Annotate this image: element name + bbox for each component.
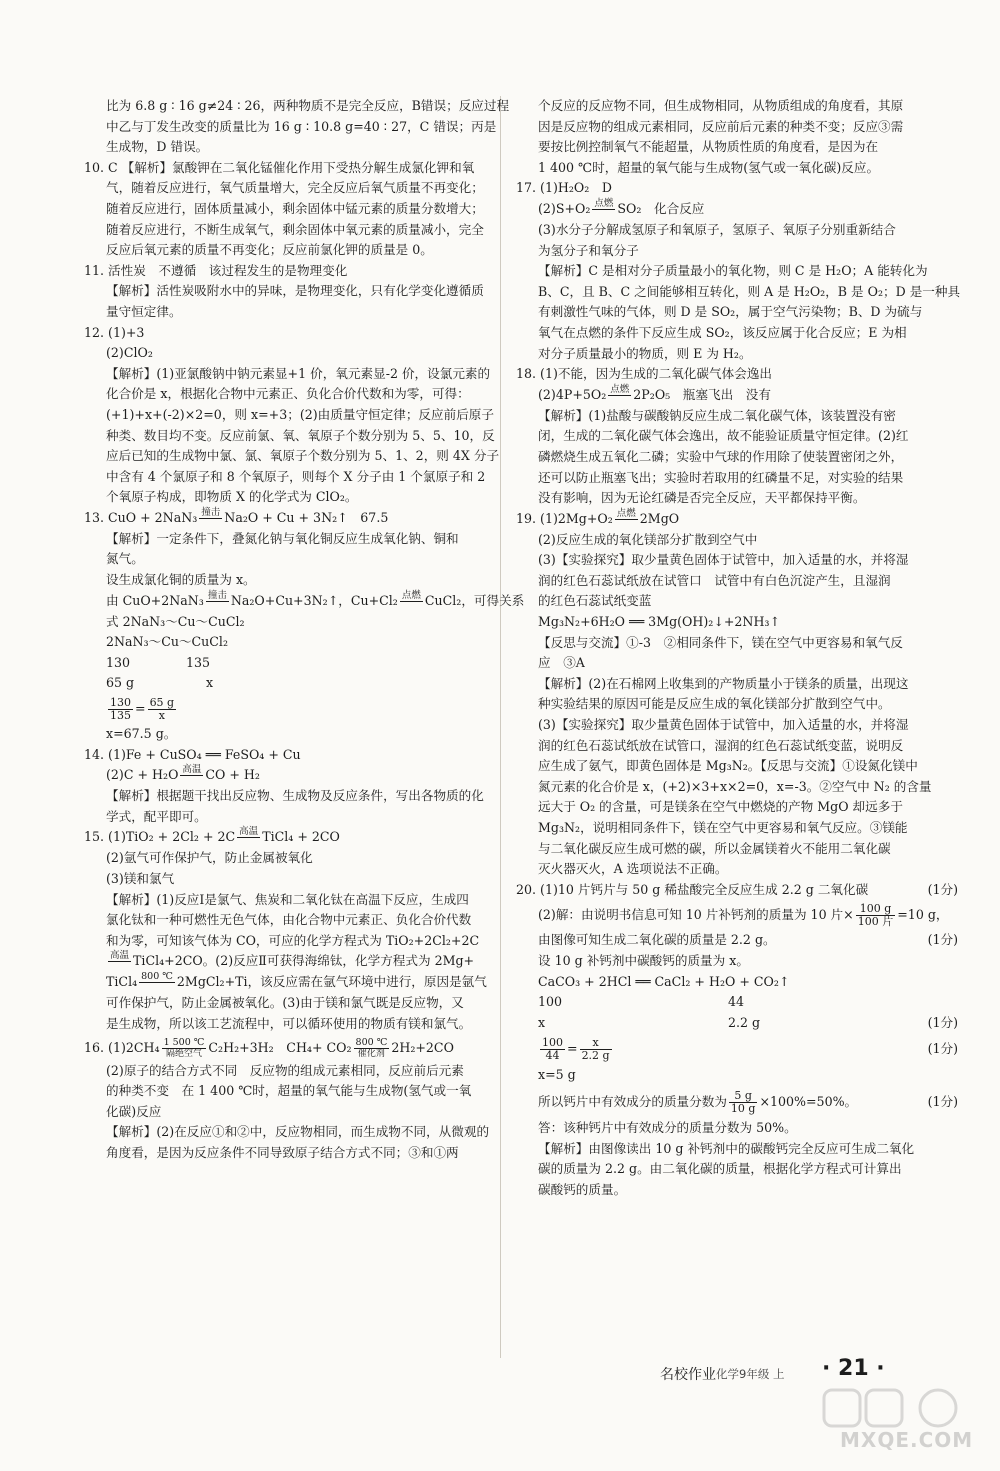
- q19-line-6: 【反思与交流】①-3 ②相同条件下，镁在空气中更容易和氧气反: [538, 634, 903, 650]
- q17-line-3: 【解析】C 是相对分子质量最小的氧化物，则 C 是 H₂O；A 能转化为: [538, 263, 928, 279]
- q16-cont-3: 要按比例控制氧气不能超量，从物质性质的角度看，是因为在: [538, 139, 879, 155]
- left-line-2: 中乙与丁发生改变的质量比为 16 g ∶ 10.8 g=40 ∶ 27，C 错误；丙是: [106, 118, 497, 134]
- left-line-18: 应后已知的生成物中氯、氯、氧原子个数分别为 5、1、2，则 4X 分子: [106, 448, 500, 464]
- left-text-block: [84, 96, 510, 508]
- q19-line-10: (3)【实验探究】取少量黄色固体于试管中，加入适量的水，并将湿: [538, 717, 909, 733]
- q15-line-1: (2)氩气可作保护气，防止金属被氧化: [106, 850, 313, 866]
- q13-analysis-2: 氮气。: [106, 551, 144, 567]
- q18-line-1: 【解析】(1)盐酸与碳酸钠反应生成二氧化碳气体，该装置没有密: [538, 407, 896, 423]
- q13-result: x=67.5 g。: [106, 726, 177, 742]
- q20-answer-1: 20. (1)10 片钙片与 50 g 稀盐酸完全反应生成 2.2 g 二氧化碳 (1分): [516, 881, 958, 897]
- q15-line-6: 高温 TiCl₄+2CO。(2)反应Ⅱ可获得海绵钛，化学方程式为 2Mg+: [110, 950, 475, 969]
- q17-line-4: B、C，且 B、C 之间能够相互转化，则 A 是 H₂O₂，B 是 O₂；D 是一种具: [538, 283, 961, 299]
- q18-line-4: 还可以防止瓶塞飞出；实验时若取用的红磷量不足，对实验的结果: [538, 469, 904, 485]
- left-line-16: (+1)+x+(-2)×2=0，则 x=+3；(2)由质量守恒定律；反应前后原子: [106, 406, 494, 422]
- q13-analysis-3: 设生成氯化铜的质量为 x。: [106, 572, 256, 588]
- q13-analysis-1: 【解析】一定条件下，叠氮化钠与氧化铜反应生成氧化钠、铜和: [106, 530, 459, 546]
- q19-line-8: 【解析】(2)在石棉网上收集到的产物质量小于镁条的质量，出现这: [538, 675, 909, 691]
- left-line-9: 11. 活性炭 不遵循 该过程发生的是物理变化: [84, 262, 348, 278]
- q19-line-11: 润的红色石蕊试纸放在试管口，湿润的红色石蕊试纸变蓝，说明反: [538, 737, 904, 753]
- q20-mass-row-2: x 2.2 g (1分): [538, 1014, 958, 1030]
- q20-mass-row-1: 100 44: [538, 994, 745, 1010]
- q19-answer-1: 19. (1)2Mg+O₂ 点燃 2MgO: [516, 507, 680, 526]
- watermark-icon: [820, 1384, 980, 1434]
- q13-answer: 13. CuO + 2NaN₃ 撞击 Na₂O + Cu + 3N₂↑ 67.5: [84, 506, 389, 525]
- q19-line-1: (2)反应生成的氧化镁部分扩散到空气中: [538, 531, 758, 547]
- watermark-logo: [820, 1384, 980, 1464]
- q20-conclusion: 答：该种钙片中有效成分的质量分数为 50%。: [538, 1119, 797, 1135]
- q17-line-7: 对分子质量最小的物质，则 E 为 H₂。: [538, 345, 752, 361]
- q18-line-2: 闭，生成的二氧化碳气体会逸出，故不能验证质量守恒定律。(2)红: [538, 428, 909, 444]
- q18-answer-2: (2)4P+5O₂ 点燃 2P₂O₅ 瓶塞飞出 没有: [538, 383, 771, 402]
- footer-brand: 名校作业: [660, 1367, 716, 1383]
- q17-line-1: (3)水分子分解成氢原子和氧原子，氢原子、氧原子分别重新结合: [538, 221, 896, 237]
- watermark-text: MXQE.COM: [840, 1428, 974, 1452]
- left-line-1: 比为 6.8 g ∶ 16 g≠24 ∶ 26，两种物质不是完全反应，B错误；反应过程: [106, 98, 510, 113]
- left-line-17: 种类、数目均不变。反应前氯、氧、氧原子个数分别为 5、5、10，反: [106, 427, 495, 443]
- q16-answer-1: 16. (1)2CH₄ 1 500 ℃ 隔绝空气 C₂H₂+3H₂ CH₄+ CO₂ 800 ℃ 催化剂 2H₂+2CO: [84, 1036, 454, 1059]
- q18-line-5: 没有影响，因为无论红磷是否完全反应，天平都保持平衡。: [538, 490, 866, 506]
- q15-line-7: TiCl₄ 800 ℃ 2MgCl₂+Ti，该反应需在氩气环境中进行，原因是氩气: [106, 971, 487, 990]
- q19-line-7: 应 ③A: [538, 655, 585, 671]
- left-line-7: 随着反应进行，不断生成氧气，剩余固体中氧元素的质量减小，完全: [106, 221, 484, 237]
- left-line-8: 反应后氧元素的质量不再变化；反应前氯化钾的质量是 0。: [106, 242, 433, 258]
- q14-answer-1: 14. (1)Fe + CuSO₄ ══ FeSO₄ + Cu: [84, 746, 301, 762]
- q15-line-4: 氯化钛和一种可燃性无色气体，由化合物中元素正、负化合价代数: [106, 912, 472, 928]
- q13-relation: 由 CuO+2NaN₃ 撞击 Na₂O+Cu+3N₂↑，Cu+Cl₂ 点燃 CuCl₂，可得关系: [106, 589, 525, 608]
- q15-line-3: 【解析】(1)反应Ⅰ是氯气、焦炭和二氧化钛在高温下反应，生成四: [106, 891, 469, 907]
- q19-line-15: Mg₃N₂，说明相同条件下，镁在空气中更容易和氧气反应。③镁能: [538, 820, 908, 835]
- q20-line-3: 由图像可知生成二氧化碳的质量是 2.2 g。 (1分): [538, 932, 958, 948]
- left-line-13: (2)ClO₂: [106, 345, 153, 361]
- q20-line-4: 设 10 g 补钙剂中碳酸钙的质量为 x。: [538, 952, 749, 968]
- q16-line-1: (2)原子的结合方式不同 反应物的组成元素相同，反应前后元素: [106, 1062, 464, 1078]
- q19-line-16: 与二氧化碳反应生成可燃的碳，所以金属镁着火不能用二氧化碳: [538, 840, 891, 856]
- q16-cont-2: 因是反应物的组成元素相同，反应前后元素的种类不变；反应③需: [538, 118, 904, 134]
- q19-line-17: 灭火器灭火，A 选项说法不正确。: [538, 861, 728, 877]
- q20-result: x=5 g: [538, 1067, 576, 1083]
- column-divider: [500, 96, 501, 1358]
- q17-line-6: 氧气在点燃的条件下反应生成 SO₂，该反应属于化合反应；E 为相: [538, 324, 907, 340]
- q15-line-8: 可作保护气，防止金属被氧化。(3)由于镁和氯气既是反应物，又: [106, 995, 464, 1011]
- q17-answer-1: 17. (1)H₂O₂ D: [516, 180, 612, 196]
- left-line-19: 中含有 4 个氯原子和 8 个氧原子，则每个 X 分子由 1 个氯原子和 2: [106, 468, 486, 484]
- q16-line-5: 角度看，是因为反应条件不同导致原子结合方式不同；③和①两: [106, 1144, 459, 1160]
- q19-line-4: 的红色石蕊试纸变蓝: [538, 593, 652, 609]
- q13-mass-row-1: 130 135: [106, 654, 211, 670]
- q15-answer-1: 15. (1)TiO₂ + 2Cl₂ + 2C 高温 TiCl₄ + 2CO: [84, 826, 340, 845]
- page-number: · 21 ·: [822, 1356, 885, 1381]
- footer-subject: 化学9年级 上: [716, 1367, 785, 1381]
- q13-mass-row-2: 65 g x: [106, 675, 214, 691]
- q14-analysis-2: 学式，配平即可。: [106, 808, 207, 824]
- q13-relation-3: 2NaN₃～Cu～CuCl₂: [106, 634, 229, 650]
- q14-analysis-1: 【解析】根据题干找出反应物、生成物及反应条件，写出各物质的化: [106, 788, 484, 804]
- left-line-5: 气，随着反应进行，氧气质量增大，完全反应后氧气质量不再变化；: [106, 180, 484, 196]
- q19-line-5: Mg₃N₂+6H₂O ══ 3Mg(OH)₂↓+2NH₃↑: [538, 614, 781, 630]
- q20-equation: CaCO₃ + 2HCl ══ CaCl₂ + H₂O + CO₂↑: [538, 973, 790, 989]
- right-column: [516, 96, 961, 1200]
- q19-line-14: 远大于 O₂ 的含量，可是镁条在空气中燃烧的产物 MgO 却远多于: [538, 799, 903, 815]
- q13-relation-2: 式 2NaN₃～Cu～CuCl₂: [106, 613, 245, 629]
- left-line-10: 【解析】活性炭吸附水中的异味，是物理变化，只有化学变化遵循质: [106, 283, 484, 299]
- q18-line-3: 磷燃烧生成五氧化二磷；实验中气球的作用除了使装置密闭之外，: [538, 448, 904, 464]
- left-column: [84, 96, 525, 1164]
- q20-analysis-1: 【解析】由图像读出 10 g 补钙剂中的碳酸钙完全反应可生成二氧化: [538, 1140, 915, 1156]
- q19-line-12: 应生成了氨气，即黄色固体是 Mg₃N₂。【反思与交流】①设氮化镁中: [538, 758, 918, 774]
- q19-line-9: 种实验结果的原因可能是反应生成的氧化镁部分扩散到空气中。: [538, 696, 891, 712]
- q16-line-2: 的种类不变 在 1 400 ℃时，超量的氧气能与生成物(氢气或一氧: [106, 1083, 472, 1099]
- q20-percentage: 所以钙片中有效成分的质量分数为 $\frac{5 g}{10 g}$ ×100%=50%。 (1分): [538, 1088, 958, 1115]
- left-line-20: 个氧原子构成，即物质 X 的化学式为 ClO₂。: [106, 489, 358, 505]
- q16-cont-4: 1 400 ℃时，超量的氧气能与生成物(氢气或一氧化碳)反应。: [538, 159, 880, 175]
- q16-line-4: 【解析】(2)在反应①和②中，反应物相同，而生成物不同，从微观的: [106, 1124, 490, 1140]
- q18-answer-1: 18. (1)不能，因为生成的二氧化碳气体会逸出: [516, 366, 772, 382]
- q16-line-3: 化碳)反应: [106, 1103, 162, 1119]
- q17-line-2: 为氢分子和氧分子: [538, 242, 639, 258]
- q13-proportion: $\frac{130}{135}$ = $\frac{65 g}{x}$: [110, 696, 175, 723]
- left-line-11: 量守恒定律。: [106, 303, 182, 319]
- q17-answer-2: (2)S+O₂ 点燃 SO₂ 化合反应: [538, 197, 705, 216]
- left-line-3: 生成物，D 错误。: [106, 139, 209, 155]
- q20-analysis-3: 碳酸钙的质量。: [538, 1181, 627, 1197]
- q15-line-9: 是生成物，所以该工艺流程中，可以循环使用的物质有镁和氯气。: [106, 1015, 472, 1031]
- left-line-14: 【解析】(1)亚氯酸钠中钠元素显+1 价，氧元素显-2 价，设氯元素的: [106, 365, 491, 381]
- q20-answer-2: (2)解：由说明书信息可知 10 片补钙剂的质量为 10 片× $\frac{100 g}{\text{100 片}}$ =10 g，: [538, 902, 949, 929]
- q15-line-2: (3)镁和氯气: [106, 871, 175, 886]
- q19-text-block: [516, 530, 958, 880]
- q17-line-5: 有刺激性气味的气体，则 D 是 SO₂，属于空气污染物；B、D 为硫与: [538, 304, 923, 320]
- q19-line-13: 氮元素的化合价是 x，(+2)×3+x×2=0，x=-3。②空气中 N₂ 的含量: [538, 778, 932, 794]
- q20-proportion: $\frac{100}{44}$ = $\frac{x}{2.2 g}$ (1分): [542, 1036, 958, 1063]
- q16-cont-1: 个反应的反应物不同，但生成物相同，从物质组成的角度看，其原: [538, 98, 904, 113]
- q15-line-5: 和为零，可知该气体为 CO，可应的化学方程式为 TiO₂+2Cl₂+2C: [106, 932, 480, 948]
- left-line-6: 随着反应进行，固体质量减小，剩余固体中锰元素的质量分数增大；: [106, 200, 484, 216]
- q19-line-2: (3)【实验探究】取少量黄色固体于试管中，加入适量的水，并将湿: [538, 552, 909, 568]
- left-line-12: 12. (1)+3: [84, 324, 145, 340]
- q19-line-3: 润的红色石蕊试纸放在试管口 试管中有白色沉淀产生，且湿润: [538, 572, 891, 588]
- q14-answer-2: (2)C + H₂O 高温 CO + H₂: [106, 764, 260, 783]
- left-line-4: 10. C 【解析】氯酸钾在二氧化锰催化作用下受热分解生成氯化钾和氧: [84, 159, 475, 175]
- left-line-15: 化合价是 x，根据化合物中元素正、负化合价代数和为零，可得：: [106, 386, 470, 402]
- q20-analysis-2: 碳的质量为 2.2 g。由二氧化碳的质量，根据化学方程式可计算出: [538, 1161, 902, 1177]
